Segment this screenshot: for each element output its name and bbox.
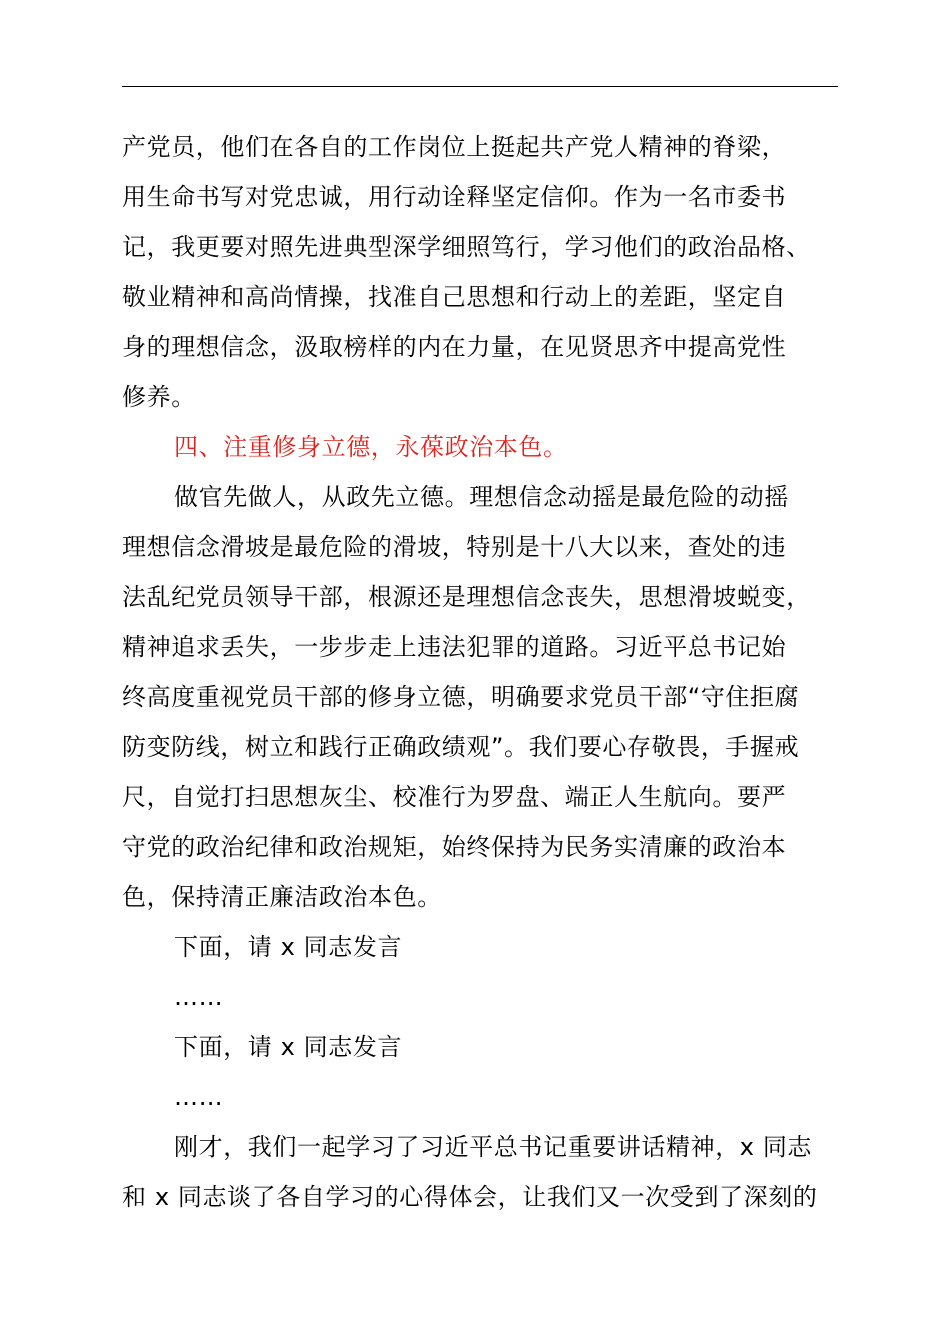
text-line: 用生命书写对党忠诚，用行动诠释坚定信仰。作为一名市委书: [122, 183, 787, 211]
header-rule: [122, 86, 838, 87]
text-line: 敬业精神和高尚情操，找准自己思想和行动上的差距，坚定自: [122, 283, 787, 311]
paragraph: [122, 122, 838, 422]
speaker-line: 下面，请 x 同志发言: [174, 1033, 403, 1061]
text-line: 修养。: [122, 383, 196, 411]
paragraph: [122, 1122, 838, 1222]
text-line: 做官先做人，从政先立德。理想信念动摇是最危险的动摇: [174, 483, 789, 511]
text-line: 终高度重视党员干部的修身立德，明确要求党员干部“守住拒腐: [122, 683, 800, 711]
text-line: 理想信念滑坡是最危险的滑坡，特别是十八大以来，查处的违: [122, 533, 787, 561]
ellipsis-line: ……: [174, 983, 224, 1011]
text-line: 精神追求丢失，一步步走上违法犯罪的道路。习近平总书记始: [122, 633, 787, 661]
speaker-line: 下面，请 x 同志发言: [174, 933, 403, 961]
text-line: 防变防线，树立和践行正确政绩观”。我们要心存敬畏，手握戒: [122, 733, 800, 761]
text-line: 法乱纪党员领导干部，根源还是理想信念丧失，思想滑坡蜕变，: [122, 583, 811, 611]
text-line: 和 x 同志谈了各自学习的心得体会，让我们又一次受到了深刻的: [122, 1183, 818, 1211]
text-line: 刚才，我们一起学习了习近平总书记重要讲话精神，x 同志: [174, 1133, 813, 1161]
text-line: 记，我更要对照先进典型深学细照笃行，学习他们的政治品格、: [122, 233, 811, 261]
paragraph: [122, 472, 838, 922]
text-line: 守党的政治纪律和政治规矩，始终保持为民务实清廉的政治本: [122, 833, 787, 861]
ellipsis-line: ……: [174, 1083, 224, 1111]
section-heading: 四、注重修身立德，永葆政治本色。: [174, 433, 568, 461]
document-body: [122, 122, 838, 1222]
text-line: 身的理想信念，汲取榜样的内在力量，在见贤思齐中提高党性: [122, 333, 787, 361]
text-line: 产党员，他们在各自的工作岗位上挺起共产党人精神的脊梁，: [122, 133, 787, 161]
text-line: 色，保持清正廉洁政治本色。: [122, 883, 442, 911]
text-line: 尺，自觉打扫思想灰尘、校准行为罗盘、端正人生航向。要严: [122, 783, 787, 811]
